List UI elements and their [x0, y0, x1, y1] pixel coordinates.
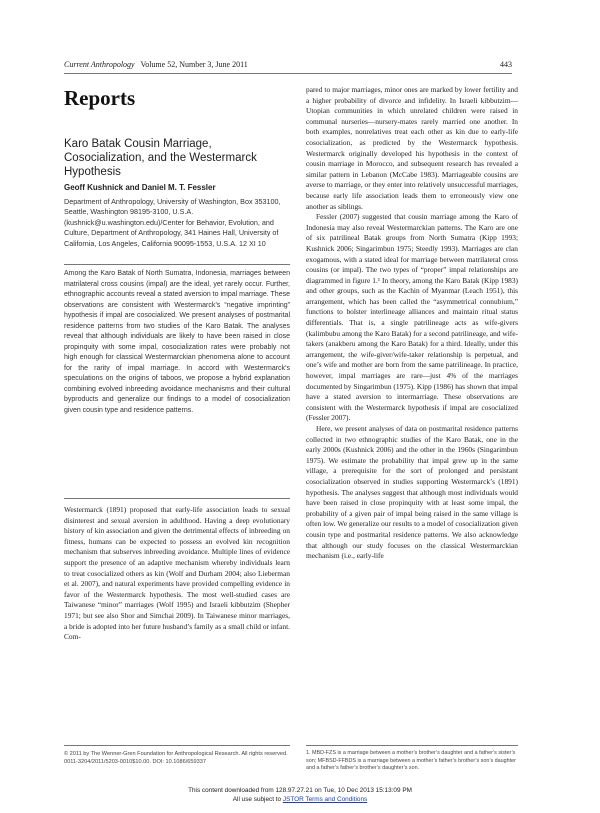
header-rule	[64, 73, 512, 74]
running-header-left	[64, 60, 248, 69]
abstract: Among the Karo Batak of North Sumatra, Indonesia, marriages between matrilateral cross cousins (impal) are the ideal, yet rarely occur. Further, ethnographic accounts reveal a stated aversion to impal marriage. These observations are consistent with Westermarck’s “negative imprinting” hypothesis if impal are cosocialized. We present analyses of postmarital residence patterns from two studies of the Karo Batak. The analyses reveal that although individuals are likely to have been raised in close propinquity with some impal, cosocialization rates were probably not high enough for classical Westermarckian phenomena alone to account for the rarity of impal marriage. In accord with Westermarck’s speculations on the origins of taboos, we propose a hybrid explanation combining evolved inbreeding avoidance mechanisms and their cultural byproducts and generalize our findings to a model of cosocialization given cousin type and residence patterns.	[64, 270, 290, 414]
article-authors: Geoff Kushnick and Daniel M. T. Fessler	[64, 183, 216, 192]
download-line: This content downloaded from 128.97.27.21 on Tue, 10 Dec 2013 15:13:09 PM	[188, 787, 412, 794]
paragraph: Fessler (2007) suggested that cousin marriage among the Karo of Indonesia may also reveal Westermarckian patterns. The Karo are one of six patrilineal Batak groups from North Sumatra (Kipp 1993; Kushnick 2006; Singarimbun 1975; Steedly 1993). Marriages are clan exogamous, with a stated ideal for marriage between matrilateral cross cousins (or impal). The two types of “proper” impal relationships are diagrammed in figure 1.¹ In theory, among the Karo Batak (Kipp 1983) and other groups, such as the Kachin of Myanmar (Leach 1951), this arrangement, which has been called the “asymmetrical connubium,” functions to bolster interlineage alliances and maintain ritual status differentials. That is, a single patrilineage acts as wife-givers (kalimbubu among the Karo Batak) for a second patrilineage, and wife-takers (anakberu among the Karo Batak) for a third. Ideally, under this arrangement, the wife-giver/wife-taker relationship is perpetual, and one’s wife and mother are born from the same patrilineage. In practice, however, impal marriages are rare—just 4% of the marriages documented by Singarimbun (1975). Kipp (1986) has shown that impal have a stated aversion to intermarriage. These observations are consistent with the Westermarck hypothesis if impal are cosocialized (Fessler 2007).	[306, 212, 518, 423]
page-number: 443	[500, 60, 512, 69]
terms-prefix: All use subject to	[232, 796, 283, 803]
volume-info: Volume 52, Number 3, June 2011	[140, 60, 248, 69]
jstor-terms-link[interactable]: JSTOR Terms and Conditions	[282, 796, 368, 803]
abstract-end-rule	[64, 498, 290, 499]
left-column-body: Westermarck (1891) proposed that early-life association leads to sexual disinterest and sexual aversion in adulthood. Having a deep evolutionary history of kin association and given the detrimental effects of inbreeding on fitness, humans can be expected to possess an evolved kin recognition mechanism that subserves inbreeding avoidance. Multiple lines of evidence support the presence of an adaptive mechanism whereby individuals learn to treat cosocialized others as kin (Wolf and Durham 2004; also Lieberman et al. 2007), and natural experiments have provided compelling evidence in favor of the Westermarck hypothesis. The most well-studied cases are Taiwanese “minor” marriages (Wolf 1995) and Israeli kibbutzim (Shepher 1971; but see also Shor and Simchai 2009). In Taiwanese minor marriages, a bride is adopted into her future husband’s family as a small child or infant. Com-	[64, 505, 290, 642]
copyright-rule	[64, 745, 290, 746]
paragraph: pared to major marriages, minor ones are marked by lower fertility and a higher probability of divorce and infidelity. In Israeli kibbutzim—Utopian communities in which unrelated children were raised in communal nurseries—nursery-mates rarely married one another. In both examples, nonrelatives treat each other as kin due to early-life cosocialization, as predicted by the Westermarck hypothesis. Westermarck originally developed his hypothesis in the context of cousin marriage in Morocco, and subsequent research has revealed a similar pattern in Lebanon (McCabe 1983). Marriageable cousins are averse to marriage, or they enter into relatively unsuccessful marriages, because early life association leads them to erroneously view one another as siblings.	[306, 85, 518, 211]
paragraph: Here, we present analyses of data on postmarital residence patterns collected in two ethnographic studies of the Karo Batak, one in the early 2000s (Kushnick 2006) and the other in the 1960s (Singarimbun 1975). We estimate the probability that impal grew up in the same village, a prerequisite for the sort of prolonged and persistant cosocialization observed in studies supporting Westermarck’s (1891) hypothesis. The analyses suggest that although most individuals would have been raised in close propinquity with at least some impal, the probability of a given pair of impal being raised in the same village is often low. We generalize our results to a model of cosocialization given cousin type and postmarital residence patterns. We also acknowledge that although our study focuses on the classical Westermarckian mechanism (i.e., early-life	[306, 424, 518, 561]
section-title: Reports	[64, 86, 136, 110]
article-title: Karo Batak Cousin Marriage, Cosocialization, and the Westermarck Hypothesis	[64, 138, 257, 178]
footnote: 1. MBD-FZS is a marriage between a mother’s brother’s daughter and a father’s sister’s son; MFBSD-FFBDS is a marriage between a mother’s father’s brother’s son’s daughter and a father’s father’s brother’s daughter’s son.	[306, 750, 516, 772]
download-notice	[0, 786, 600, 804]
right-column-body	[306, 85, 518, 562]
abstract-rule	[64, 264, 290, 265]
terms-line	[0, 795, 600, 804]
journal-name: Current Anthropology	[64, 60, 135, 69]
footnote-rule	[306, 745, 518, 746]
copyright-notice: © 2011 by The Wenner-Gren Foundation for Anthropological Research. All rights reserved. 0011-3204/2011/5203-0010$10.00. DOI: 10.1086/659337	[64, 751, 288, 765]
author-affiliation: Department of Anthropology, University of Washington, Box 353100, Seattle, Washington 98195-3100, U.S.A. (kushnick@u.washington.edu)/Center for Behavior, Evolution, and Culture, Department of Anthropology, 341 Haines Hall, University of California, Los Angeles, California 90095-1553, U.S.A. 12 XI 10	[64, 197, 281, 248]
